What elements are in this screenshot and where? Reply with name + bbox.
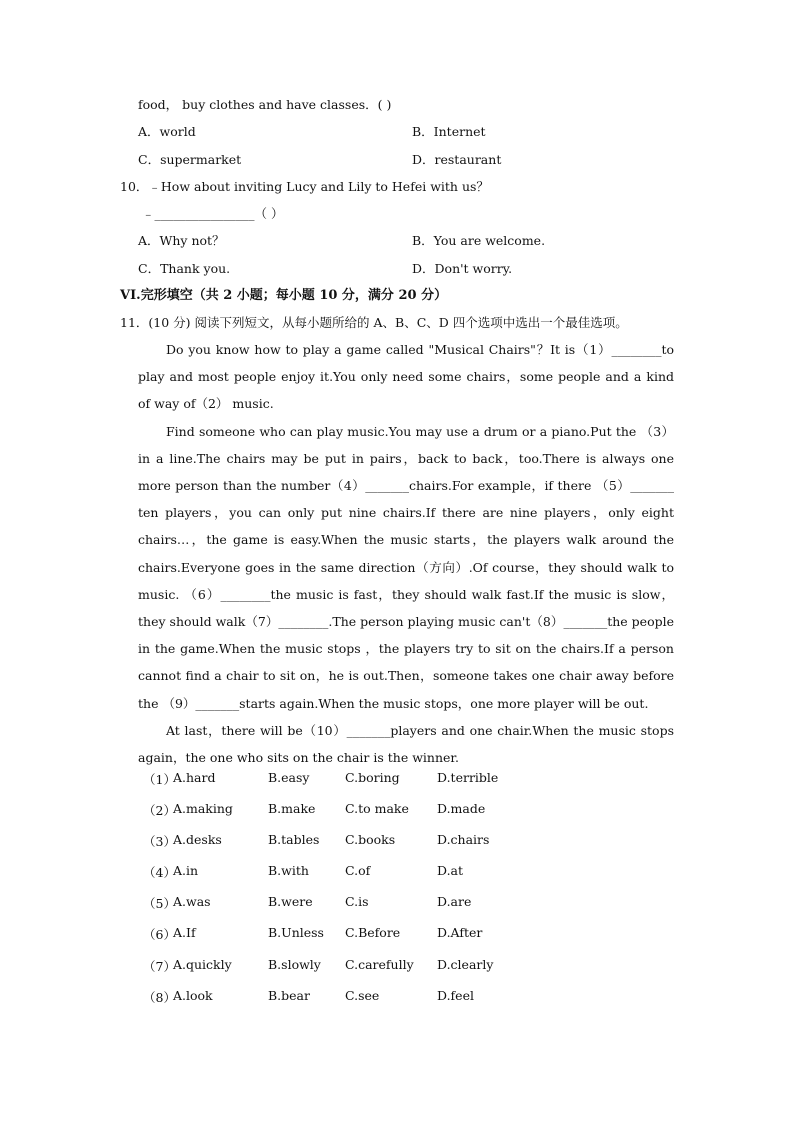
choice-number: （5） <box>143 896 176 911</box>
choice-number: （3） <box>143 834 176 849</box>
q10-answer-line: ﹣________________（ ） <box>142 206 284 221</box>
choice-a[interactable]: A.look <box>173 988 213 1003</box>
section-heading: VI.完形填空（共 2 小题；每小题 10 分，满分 20 分） <box>120 288 448 303</box>
q9-option-d[interactable]: D．restaurant <box>412 152 502 167</box>
choice-a[interactable]: A.If <box>173 925 196 940</box>
choice-c[interactable]: C.see <box>345 988 380 1003</box>
choice-c[interactable]: C.is <box>345 894 369 909</box>
choice-a[interactable]: A.making <box>173 801 233 816</box>
choice-number: （7） <box>143 959 176 974</box>
choice-b[interactable]: B.bear <box>268 988 310 1003</box>
choice-d[interactable]: D.are <box>437 894 472 909</box>
choice-a[interactable]: A.was <box>173 894 211 909</box>
choice-d[interactable]: D.feel <box>437 988 474 1003</box>
choice-number: （8） <box>143 990 176 1005</box>
q11-instruction: 11．(10 分) 阅读下列短文，从每小题所给的 A、B、C、D 四个选项中选出一个最佳选项。 <box>120 315 628 330</box>
choice-a[interactable]: A.hard <box>173 770 216 785</box>
q9-stem-tail: food， buy clothes and have classes．( ) <box>138 97 392 112</box>
choice-c[interactable]: C.of <box>345 863 371 878</box>
choice-b[interactable]: B.make <box>268 801 316 816</box>
choice-b[interactable]: B.were <box>268 894 313 909</box>
choice-d[interactable]: D.chairs <box>437 832 490 847</box>
choice-c[interactable]: C.Before <box>345 925 401 940</box>
q10-option-d[interactable]: D．Don't worry. <box>412 261 513 276</box>
q9-option-b[interactable]: B．Internet <box>412 124 486 139</box>
choice-a[interactable]: A.desks <box>173 832 222 847</box>
passage-paragraph-2: Find someone who can play music.You may use a drum or a piano.Put the （3） in a line.The chairs may be put in pairs，back to back，too.There is always one more person than the number（4）_______chairs.For example，if there （5）_______ ten players，you can only put nine chairs.If there are nine players，only eight chairs…，the game is easy.When the music starts，the players walk around the chairs.Everyone goes in the same direction（方向）.Of course，they should walk to music. （6）________the music is fast，they should walk fast.If the music is slow，they should walk（7）________.The person playing music can't（8）_______the people in the game.When the music stops ，the players try to sit on the chairs.If a person cannot find a chair to sit on，he is out.Then，someone takes one chair away before the （9）_______starts again.When the music stops，one more player will be out. <box>138 423 674 711</box>
choice-number: （6） <box>143 927 176 942</box>
choice-c[interactable]: C.books <box>345 832 396 847</box>
passage <box>138 336 674 771</box>
choice-d[interactable]: D.After <box>437 925 483 940</box>
choice-a[interactable]: A.in <box>173 863 199 878</box>
choice-b[interactable]: B.easy <box>268 770 310 785</box>
choice-b[interactable]: B.tables <box>268 832 320 847</box>
q9-option-a[interactable]: A．world <box>138 124 196 139</box>
choice-d[interactable]: D.made <box>437 801 486 816</box>
choice-number: （4） <box>143 865 176 880</box>
choice-d[interactable]: D.clearly <box>437 957 494 972</box>
choice-c[interactable]: C.to make <box>345 801 409 816</box>
choice-a[interactable]: A.quickly <box>173 957 232 972</box>
choice-number: （2） <box>143 803 176 818</box>
choice-b[interactable]: B.Unless <box>268 925 324 940</box>
passage-paragraph-1: Do you know how to play a game called "Musical Chairs"？It is（1）________to play and most people enjoy it.You only need some chairs，some people and a kind of way of（2） music. <box>138 342 674 412</box>
choice-b[interactable]: B.slowly <box>268 957 321 972</box>
choice-c[interactable]: C.boring <box>345 770 400 785</box>
passage-paragraph-3: At last，there will be（10）_______players and one chair.When the music stops again，the one who sits on the chair is the winner. <box>138 722 674 766</box>
choice-b[interactable]: B.with <box>268 863 309 878</box>
choice-number: （1） <box>143 772 176 787</box>
choice-c[interactable]: C.carefully <box>345 957 414 972</box>
q10-option-b[interactable]: B．You are welcome. <box>412 233 546 248</box>
q9-option-c[interactable]: C．supermarket <box>138 152 242 167</box>
q10-option-a[interactable]: A．Why not？ <box>138 233 225 248</box>
choice-d[interactable]: D.at <box>437 863 464 878</box>
q10-option-c[interactable]: C．Thank you. <box>138 261 231 276</box>
choice-d[interactable]: D.terrible <box>437 770 499 785</box>
q10-stem: 10．﹣How about inviting Lucy and Lily to Hefei with us？ <box>120 179 489 194</box>
